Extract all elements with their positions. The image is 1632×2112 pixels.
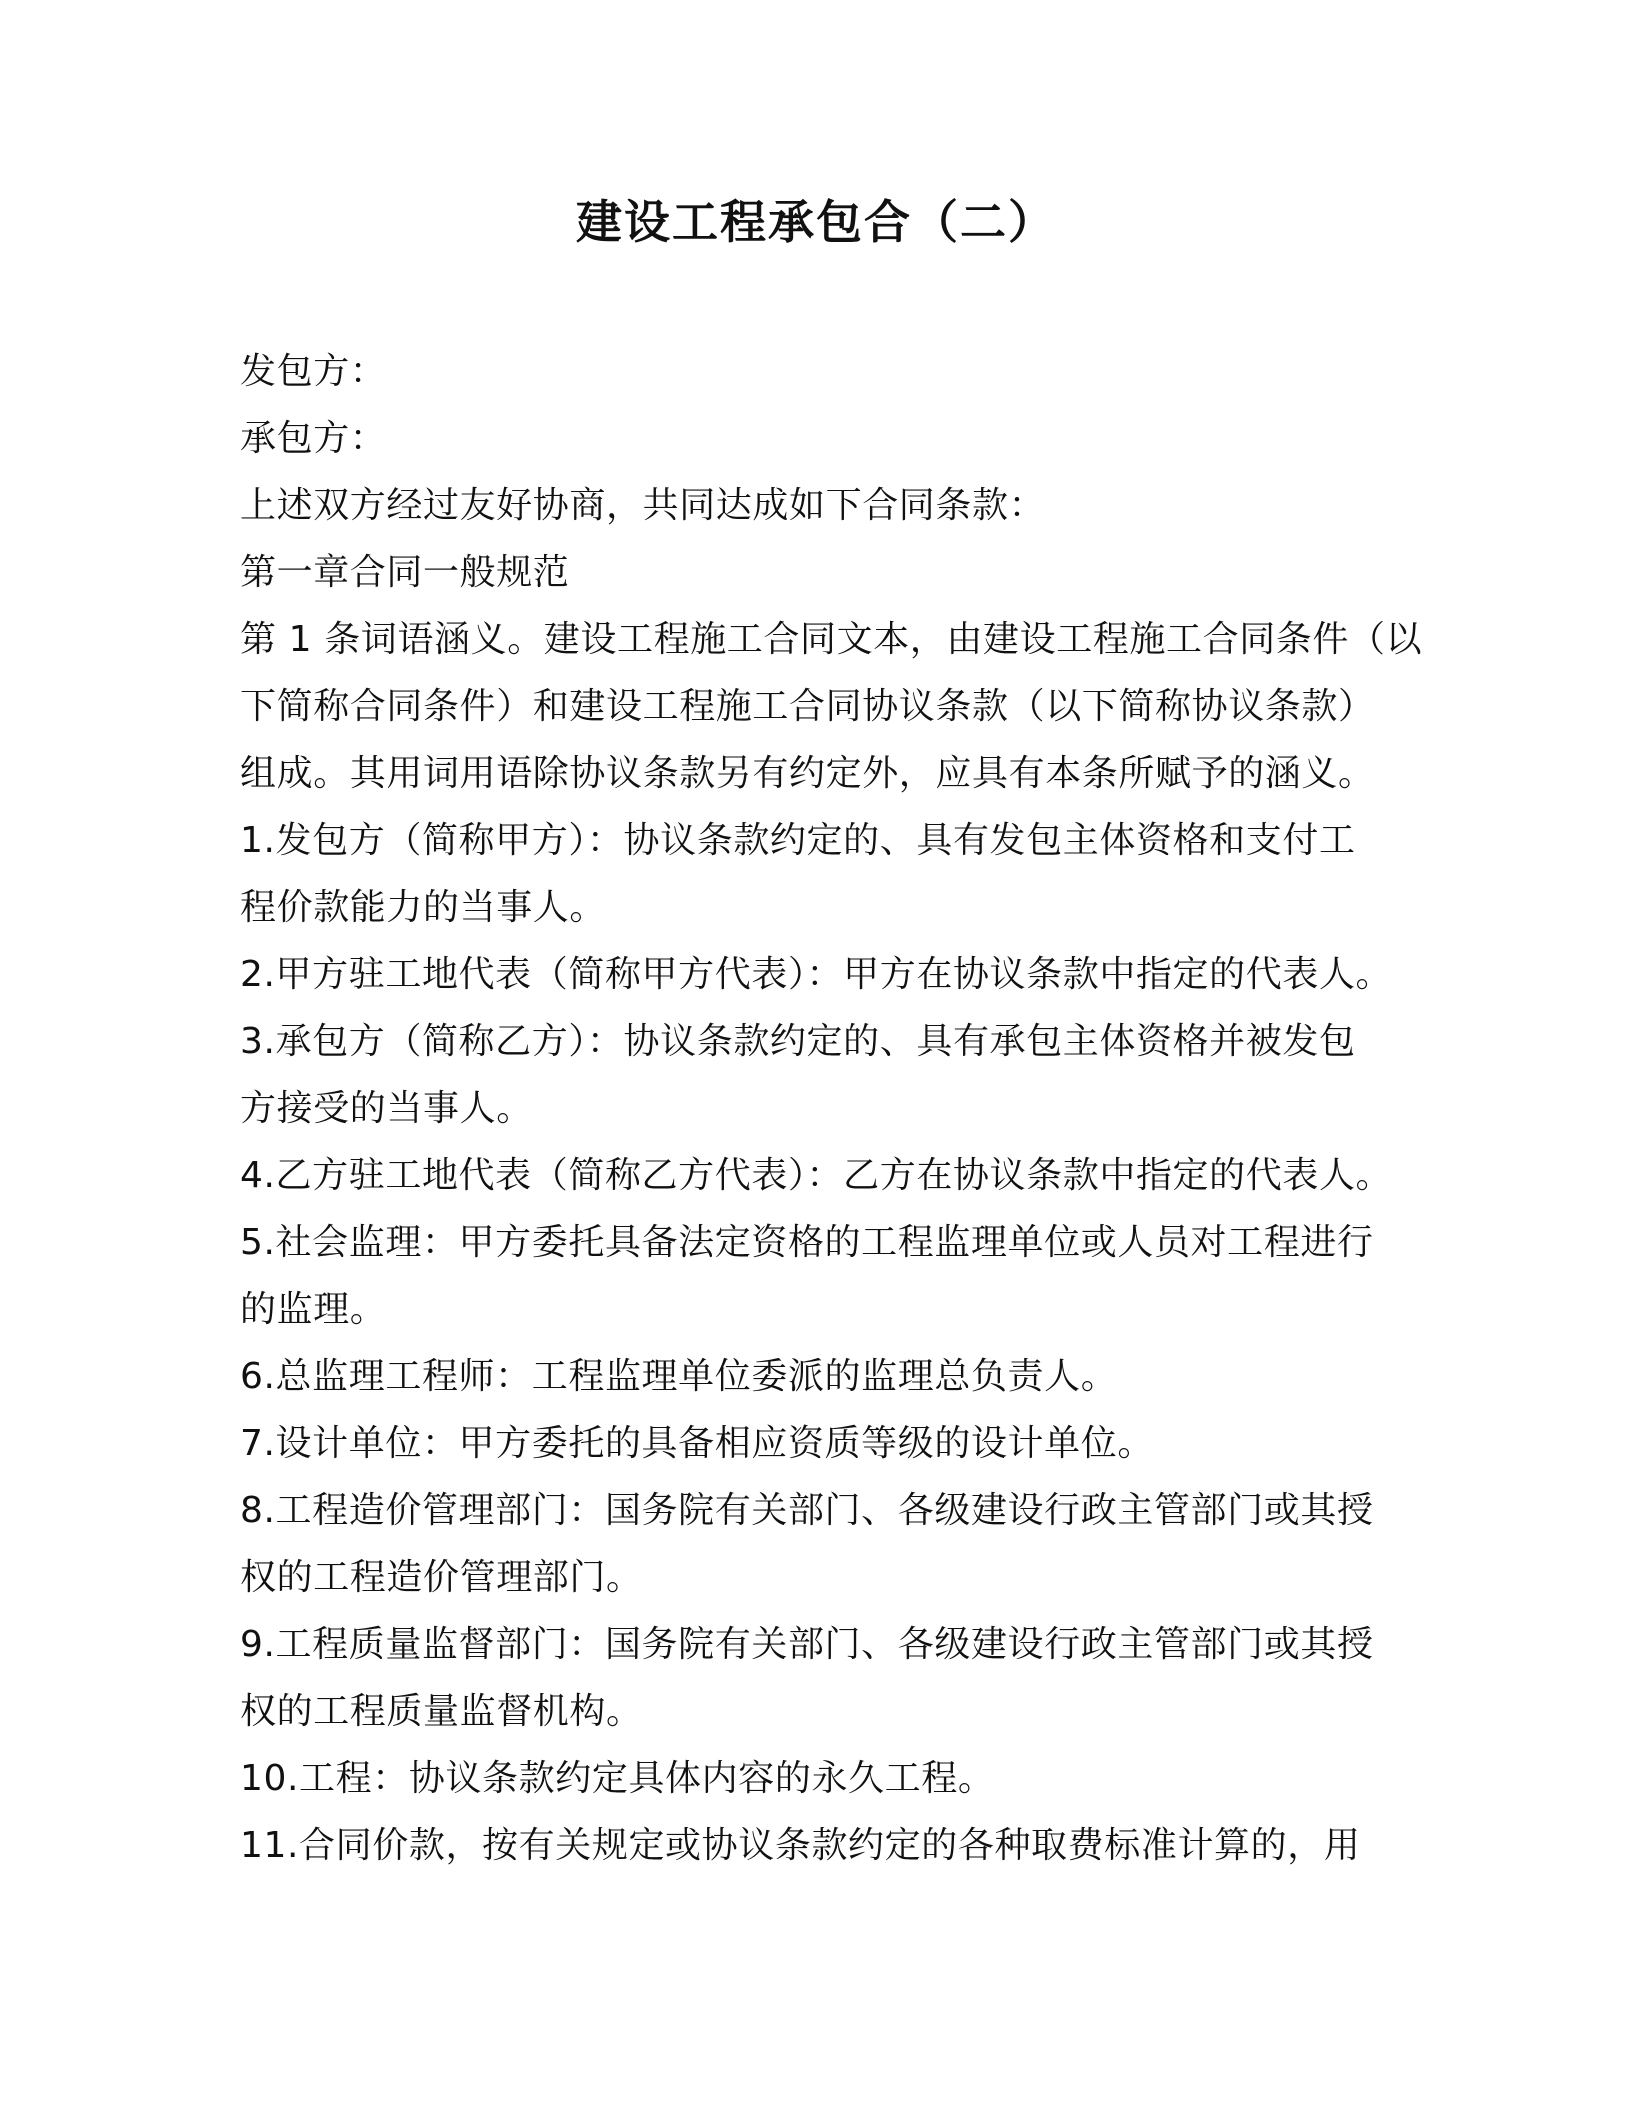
article-1-line-3: 组成。其用词用语除协议条款另有约定外，应具有本条所赋予的涵义。 — [240, 753, 1375, 794]
definition-2-line: 2.甲方驻工地代表（简称甲方代表）：甲方在协议条款中指定的代表人。 — [240, 954, 1393, 995]
intro-line: 上述双方经过友好协商，共同达成如下合同条款： — [240, 485, 1046, 526]
definition-4-line: 4.乙方驻工地代表（简称乙方代表）：乙方在协议条款中指定的代表人。 — [240, 1155, 1393, 1196]
definition-5-line-1: 5.社会监理：甲方委托具备法定资格的工程监理单位或人员对工程进行 — [240, 1222, 1374, 1263]
definition-7-line: 7.设计单位：甲方委托的具备相应资质等级的设计单位。 — [240, 1423, 1154, 1464]
party-a-line: 发包方： — [240, 351, 387, 392]
definition-8-line-1: 8.工程造价管理部门：国务院有关部门、各级建设行政主管部门或其授 — [240, 1490, 1374, 1531]
definition-1-line-1: 1.发包方（简称甲方）：协议条款约定的、具有发包主体资格和支付工 — [240, 820, 1356, 861]
article-1-line-1: 第 1 条词语涵义。建设工程施工合同文本，由建设工程施工合同条件（以 — [240, 619, 1423, 660]
chapter-heading: 第一章合同一般规范 — [240, 552, 570, 593]
definition-3-line-1: 3.承包方（简称乙方）：协议条款约定的、具有承包主体资格并被发包 — [240, 1021, 1356, 1062]
definition-9-line-1: 9.工程质量监督部门：国务院有关部门、各级建设行政主管部门或其授 — [240, 1624, 1374, 1665]
definition-5-line-2: 的监理。 — [240, 1289, 387, 1330]
definition-8-line-2: 权的工程造价管理部门。 — [240, 1557, 643, 1598]
definition-3-line-2: 方接受的当事人。 — [240, 1088, 533, 1129]
definition-9-line-2: 权的工程质量监督机构。 — [240, 1691, 643, 1732]
document-title: 建设工程承包合（二） — [576, 195, 1056, 249]
definition-10-line: 10.工程：协议条款约定具体内容的永久工程。 — [240, 1758, 995, 1799]
definition-11-line-1: 11.合同价款，按有关规定或协议条款约定的各种取费标准计算的，用 — [240, 1825, 1361, 1866]
document-body — [240, 338, 1423, 1879]
definition-1-line-2: 程价款能力的当事人。 — [240, 887, 607, 928]
article-1-line-2: 下简称合同条件）和建设工程施工合同协议条款（以下简称协议条款） — [240, 686, 1375, 727]
party-b-line: 承包方： — [240, 418, 387, 459]
definition-6-line: 6.总监理工程师：工程监理单位委派的监理总负责人。 — [240, 1356, 1118, 1397]
